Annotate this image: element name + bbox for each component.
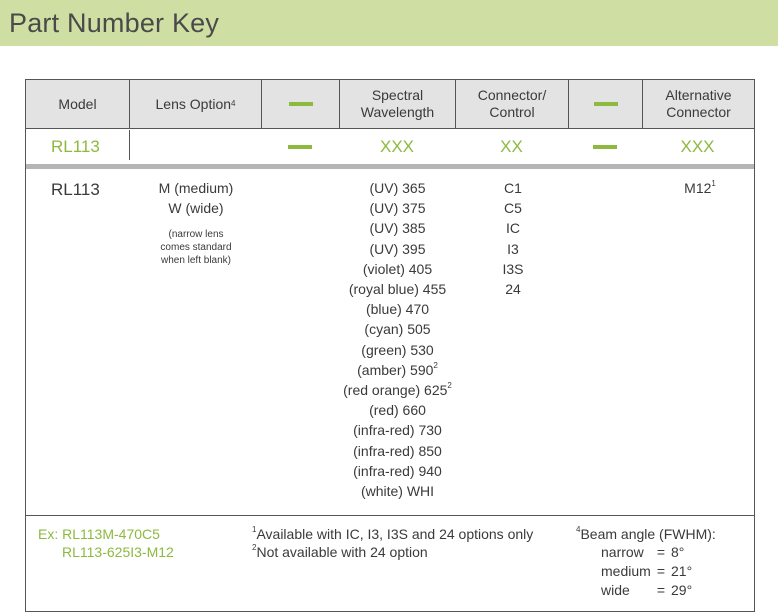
wavelength-option — [320, 340, 475, 360]
wavelength-option — [320, 218, 475, 238]
footnote-2: Not available with 24 option — [256, 544, 428, 560]
wavelength-option — [320, 319, 475, 339]
code-connector: XX — [500, 137, 523, 156]
wavelength-label: (UV) 375 — [369, 200, 426, 217]
beam-name: medium — [601, 563, 651, 579]
wavelength-option — [320, 400, 475, 420]
beam-name: wide — [601, 582, 630, 598]
wavelength-label: (UV) 385 — [369, 220, 426, 237]
beam-angle-block — [576, 525, 716, 600]
wavelength-option — [320, 299, 475, 319]
code-model: RL113 — [51, 137, 100, 156]
wavelength-option — [320, 239, 475, 259]
wavelength-option — [320, 198, 475, 218]
lens-note — [130, 228, 262, 267]
code-dash-1 — [261, 130, 339, 164]
table-header — [25, 79, 755, 129]
code-alt: XXX — [680, 137, 715, 156]
beam-value: 21° — [671, 563, 693, 579]
wavelength-label: (white) WHI — [360, 483, 435, 500]
footnotes-block — [252, 525, 533, 561]
wavelength-label: (amber) 590 — [357, 361, 434, 378]
row-separator — [26, 164, 754, 169]
header-alternative-connector — [643, 80, 754, 128]
wavelength-label: (green) 530 — [361, 341, 434, 358]
option-model: RL113 — [51, 180, 100, 199]
wavelength-option — [320, 259, 475, 279]
dash-icon — [593, 145, 617, 149]
wavelength-label: (blue) 470 — [365, 301, 430, 318]
wavelength-option — [320, 481, 475, 501]
wavelength-label: (infra-red) 940 — [353, 462, 442, 479]
header-model-label: Model — [58, 95, 97, 112]
wavelength-label: (UV) 395 — [369, 240, 426, 257]
header-alt-line2: Connector — [666, 104, 731, 120]
connector-option: IC — [506, 220, 520, 237]
lens-option-wide: W (wide) — [168, 200, 224, 217]
beam-angle-table — [601, 543, 692, 600]
connector-option: C5 — [504, 200, 522, 217]
alt-connector-column — [660, 178, 740, 198]
code-spectral: XXX — [379, 137, 415, 156]
beam-angle-title: Beam angle (FWHM): — [580, 526, 716, 542]
beam-value: 29° — [671, 582, 693, 598]
alt-connector-footnote: 1 — [711, 179, 716, 188]
header-dash-1 — [262, 80, 340, 128]
connector-option: 24 — [505, 281, 521, 298]
header-spectral-line1: Spectral — [371, 87, 424, 103]
dash-icon — [288, 145, 312, 149]
beam-row — [601, 543, 692, 562]
alt-connector-option: M12 — [684, 180, 712, 196]
wavelength-label: (infra-red) 730 — [353, 422, 442, 439]
page-title: Part Number Key — [0, 0, 778, 46]
examples-label: Ex: — [38, 526, 59, 542]
wavelength-option — [320, 360, 475, 380]
example-part-number: RL113M-470C5 — [62, 526, 160, 542]
wavelength-option — [320, 380, 475, 400]
wavelength-options-column — [320, 178, 475, 501]
wavelength-option — [320, 279, 475, 299]
wavelength-option — [320, 420, 475, 440]
beam-name: narrow — [601, 544, 644, 560]
code-pattern-row — [26, 130, 754, 164]
lens-note-line: (narrow lens — [168, 229, 224, 241]
beam-row — [601, 581, 692, 600]
beam-value: 8° — [671, 544, 685, 560]
wavelength-label: (red orange) 625 — [343, 382, 448, 399]
header-connector-control — [456, 80, 569, 128]
connector-option: I3S — [502, 260, 524, 277]
code-dash-2 — [568, 130, 642, 164]
beam-eq: = — [656, 582, 666, 598]
wavelength-footnote: 2 — [433, 360, 438, 370]
column-divider — [129, 130, 130, 160]
lens-note-line: comes standard — [160, 242, 232, 254]
wavelength-option — [320, 441, 475, 461]
wavelength-option — [320, 461, 475, 481]
header-lens-label: Lens Option — [155, 95, 232, 112]
beam-row — [601, 562, 692, 581]
lens-options-column — [130, 178, 262, 267]
lens-note-line: when left blank) — [160, 255, 232, 267]
header-model — [26, 80, 130, 128]
wavelength-label: (UV) 365 — [369, 180, 426, 196]
connector-option: I3 — [507, 240, 519, 257]
footer-divider — [26, 515, 754, 516]
wavelength-label: (red) 660 — [369, 402, 426, 419]
wavelength-option — [320, 178, 475, 198]
examples-block — [38, 525, 174, 561]
beam-eq: = — [656, 544, 666, 560]
wavelength-label: (royal blue) 455 — [348, 281, 447, 298]
header-spectral-line2: Wavelength — [360, 104, 435, 120]
wavelength-footnote: 2 — [447, 381, 452, 391]
header-lens-option: Lens Option 4 — [130, 80, 262, 128]
header-connector-line2: Control — [489, 104, 535, 120]
wavelength-label: (cyan) 505 — [364, 321, 431, 338]
header-spectral-wavelength — [340, 80, 456, 128]
footnote-marker: 2 — [252, 543, 257, 552]
lens-option-medium: M (medium) — [158, 180, 234, 196]
connector-option: C1 — [504, 180, 522, 196]
header-dash-2 — [569, 80, 643, 128]
footnote-1: Available with IC, I3, I3S and 24 options only — [256, 526, 534, 542]
connector-options-column — [473, 178, 553, 299]
dash-icon — [289, 102, 313, 106]
header-alt-line1: Alternative — [665, 87, 732, 103]
wavelength-label: (infra-red) 850 — [353, 442, 442, 459]
example-part-number: RL113-625I3-M12 — [62, 544, 174, 560]
beam-eq: = — [656, 563, 666, 579]
footnote-marker: 1 — [252, 525, 257, 534]
header-connector-line1: Connector/ — [477, 87, 547, 103]
wavelength-label: (violet) 405 — [362, 260, 433, 277]
footnote-marker: 4 — [576, 525, 581, 534]
dash-icon — [594, 102, 618, 106]
